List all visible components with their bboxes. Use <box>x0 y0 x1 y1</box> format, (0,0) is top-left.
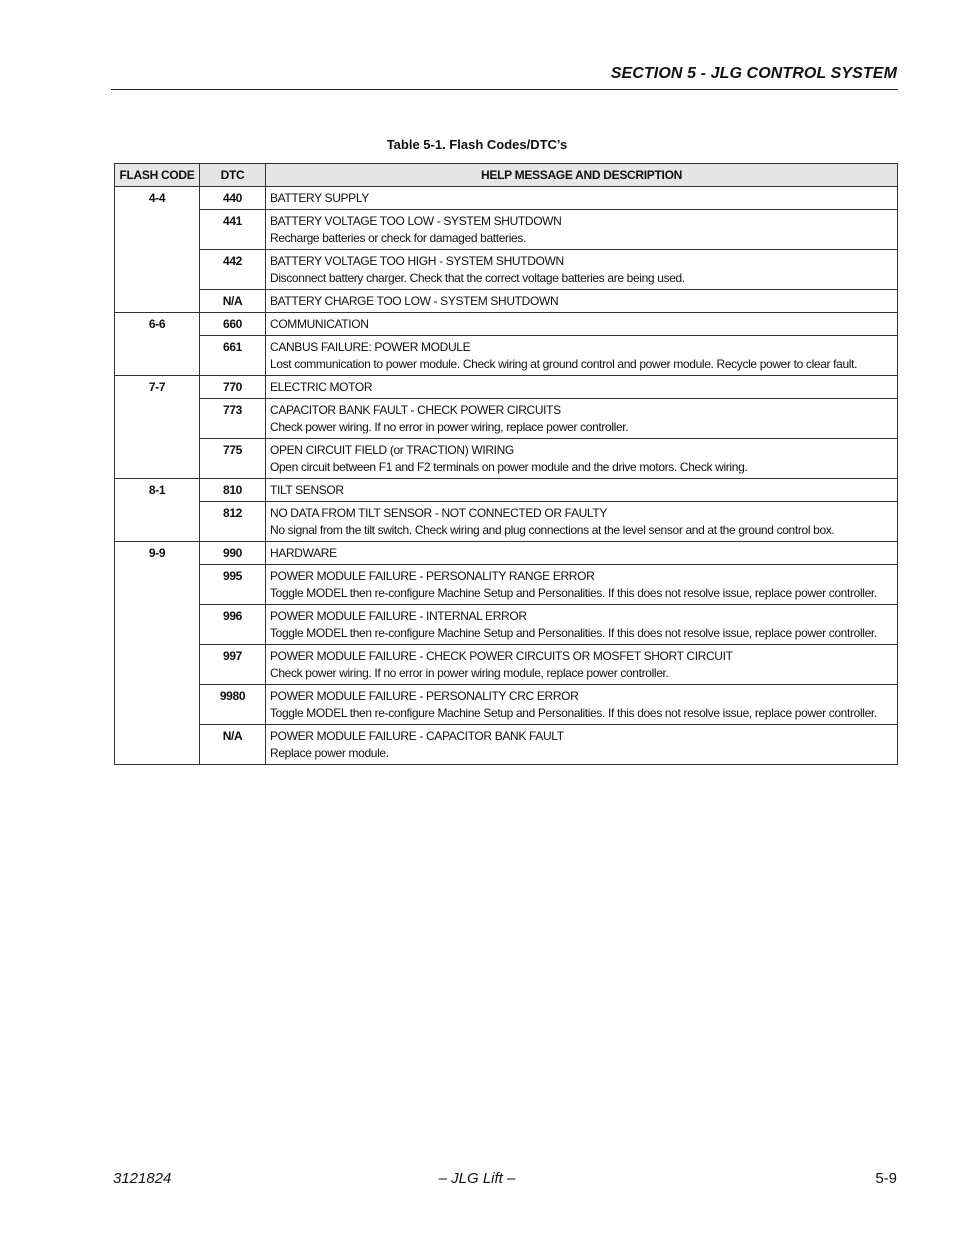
table-header-row <box>115 164 898 187</box>
flash-code-cell <box>115 502 200 542</box>
dtc-cell: 9980 <box>200 685 266 725</box>
table-row <box>115 725 898 765</box>
flash-code-cell: 7-7 <box>115 376 200 399</box>
footer-brand: – JLG Lift – <box>438 1170 516 1187</box>
help-message: COMMUNICATION <box>270 317 369 331</box>
help-message: BATTERY CHARGE TOO LOW - SYSTEM SHUTDOWN <box>270 294 559 308</box>
help-message-cell <box>266 565 898 605</box>
table-row <box>115 439 898 479</box>
help-message-cell <box>266 479 898 502</box>
help-message-cell <box>266 605 898 645</box>
flash-code-cell: 8-1 <box>115 479 200 502</box>
flash-code-cell <box>115 290 200 313</box>
help-message: POWER MODULE FAILURE - CAPACITOR BANK FAULT <box>270 729 564 743</box>
fault-description: Lost communication to power module. Check wiring at ground control and power module. Recycle power to clear fault. <box>270 357 858 371</box>
help-message: NO DATA FROM TILT SENSOR - NOT CONNECTED OR FAULTY <box>270 506 607 520</box>
table-row <box>115 376 898 399</box>
flash-code-cell <box>115 645 200 685</box>
flash-code-cell <box>115 399 200 439</box>
help-message: ELECTRIC MOTOR <box>270 380 373 394</box>
dtc-cell: 990 <box>200 542 266 565</box>
help-message-cell <box>266 210 898 250</box>
dtc-cell: 773 <box>200 399 266 439</box>
dtc-cell: 812 <box>200 502 266 542</box>
dtc-cell: 660 <box>200 313 266 336</box>
flash-code-cell: 9-9 <box>115 542 200 565</box>
help-message: POWER MODULE FAILURE - CHECK POWER CIRCUITS OR MOSFET SHORT CIRCUIT <box>270 649 733 663</box>
help-message: HARDWARE <box>270 546 337 560</box>
table-row <box>115 502 898 542</box>
section-title: SECTION 5 - JLG CONTROL SYSTEM <box>610 65 897 82</box>
flash-code-cell <box>115 336 200 376</box>
column-header-flash-code: FLASH CODE <box>115 164 200 187</box>
help-message-cell <box>266 645 898 685</box>
table-row <box>115 542 898 565</box>
table-row <box>115 250 898 290</box>
fault-description: Toggle MODEL then re-configure Machine Setup and Personalities. If this does not resolve issue, replace power controller. <box>270 706 877 720</box>
dtc-cell: 770 <box>200 376 266 399</box>
help-message: TILT SENSOR <box>270 483 344 497</box>
fault-description: Toggle MODEL then re-configure Machine Setup and Personalities. If this does not resolve issue, replace power controller. <box>270 626 877 640</box>
table-row <box>115 685 898 725</box>
table-caption: Table 5-1. Flash Codes/DTC’s <box>386 137 568 152</box>
help-message-cell <box>266 187 898 210</box>
help-message-cell <box>266 313 898 336</box>
help-message-cell <box>266 336 898 376</box>
help-message-cell <box>266 439 898 479</box>
flash-codes-table <box>114 163 898 765</box>
flash-code-cell <box>115 685 200 725</box>
flash-code-cell: 6-6 <box>115 313 200 336</box>
fault-description: No signal from the tilt switch. Check wiring and plug connections at the level sensor and at the ground control box. <box>270 523 835 537</box>
help-message-cell <box>266 725 898 765</box>
flash-code-cell <box>115 565 200 605</box>
document-number: 3121824 <box>113 1170 172 1187</box>
help-message: OPEN CIRCUIT FIELD (or TRACTION) WIRING <box>270 443 514 457</box>
fault-description: Check power wiring. If no error in power wiring, replace power controller. <box>270 420 629 434</box>
dtc-cell: N/A <box>200 725 266 765</box>
table-row <box>115 565 898 605</box>
dtc-cell: 810 <box>200 479 266 502</box>
help-message: POWER MODULE FAILURE - PERSONALITY CRC ERROR <box>270 689 579 703</box>
help-message-cell <box>266 290 898 313</box>
help-message-cell <box>266 250 898 290</box>
help-message: BATTERY SUPPLY <box>270 191 369 205</box>
help-message: POWER MODULE FAILURE - PERSONALITY RANGE ERROR <box>270 569 595 583</box>
table-row <box>115 290 898 313</box>
fault-description: Open circuit between F1 and F2 terminals on power module and the drive motors. Check wiring. <box>270 460 748 474</box>
dtc-cell: 661 <box>200 336 266 376</box>
help-message-cell <box>266 502 898 542</box>
fault-description: Replace power module. <box>270 746 389 760</box>
header-divider <box>111 89 898 90</box>
fault-description: Toggle MODEL then re-configure Machine Setup and Personalities. If this does not resolve issue, replace power controller. <box>270 586 877 600</box>
fault-description: Disconnect battery charger. Check that the correct voltage batteries are being used. <box>270 271 685 285</box>
dtc-cell: 440 <box>200 187 266 210</box>
dtc-cell: 775 <box>200 439 266 479</box>
help-message-cell <box>266 376 898 399</box>
flash-code-cell: 4-4 <box>115 187 200 210</box>
flash-code-cell <box>115 210 200 250</box>
help-message: BATTERY VOLTAGE TOO HIGH - SYSTEM SHUTDOWN <box>270 254 564 268</box>
table-row <box>115 399 898 439</box>
dtc-cell: 441 <box>200 210 266 250</box>
dtc-cell: N/A <box>200 290 266 313</box>
help-message: POWER MODULE FAILURE - INTERNAL ERROR <box>270 609 527 623</box>
dtc-cell: 442 <box>200 250 266 290</box>
table-row <box>115 336 898 376</box>
fault-description: Check power wiring. If no error in power wiring module, replace power controller. <box>270 666 669 680</box>
table-row <box>115 479 898 502</box>
help-message-cell <box>266 542 898 565</box>
flash-code-cell <box>115 250 200 290</box>
help-message-cell <box>266 399 898 439</box>
page-number: 5-9 <box>875 1170 897 1187</box>
column-header-help-message: HELP MESSAGE AND DESCRIPTION <box>266 164 898 187</box>
table-row <box>115 645 898 685</box>
table-row <box>115 187 898 210</box>
fault-description: Recharge batteries or check for damaged batteries. <box>270 231 526 245</box>
table-row <box>115 210 898 250</box>
dtc-cell: 997 <box>200 645 266 685</box>
table-body <box>115 187 898 765</box>
help-message: BATTERY VOLTAGE TOO LOW - SYSTEM SHUTDOWN <box>270 214 562 228</box>
flash-code-cell <box>115 725 200 765</box>
table-row <box>115 605 898 645</box>
table-row <box>115 313 898 336</box>
help-message: CANBUS FAILURE: POWER MODULE <box>270 340 471 354</box>
help-message: CAPACITOR BANK FAULT - CHECK POWER CIRCUITS <box>270 403 561 417</box>
flash-code-cell <box>115 439 200 479</box>
dtc-cell: 995 <box>200 565 266 605</box>
column-header-dtc: DTC <box>200 164 266 187</box>
help-message-cell <box>266 685 898 725</box>
flash-code-cell <box>115 605 200 645</box>
dtc-cell: 996 <box>200 605 266 645</box>
